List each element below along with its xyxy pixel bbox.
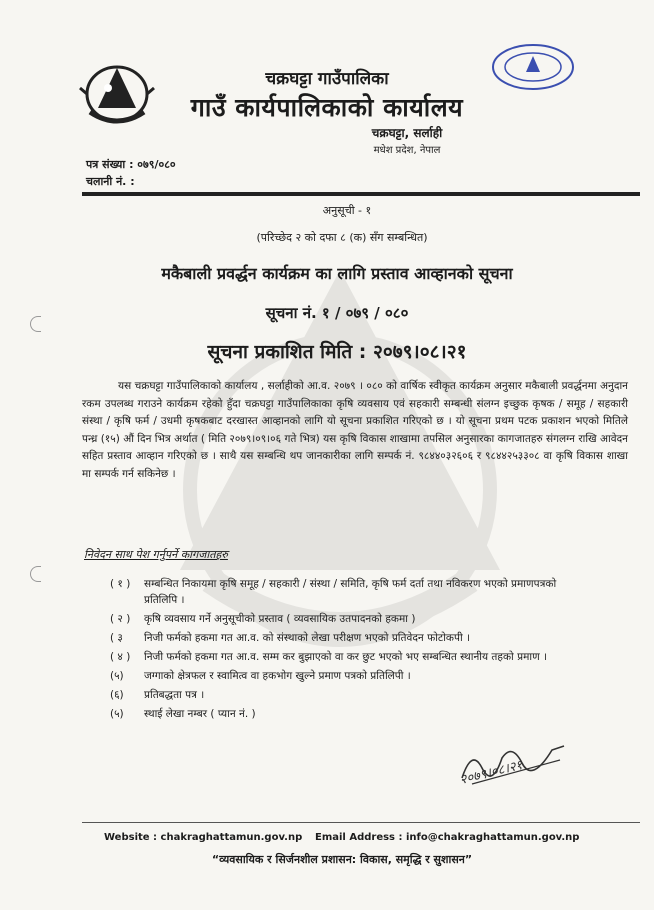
notice-title: मकैबाली प्रवर्द्धन कार्यक्रम का लागि प्रस्ताव आव्हानको सूचना [161, 264, 513, 283]
office-province: मधेश प्रदेश, नेपाल [373, 145, 441, 156]
punch-hole [30, 566, 41, 582]
documents-list [110, 576, 590, 725]
notice-number: सूचना नं. १ / ०७९ / ०८० [265, 304, 409, 322]
list-item: (६) प्रतिबद्धता पत्र । [110, 689, 205, 701]
footer-website: Website : chakraghattamun.gov.np [104, 832, 303, 843]
documents-heading: निवेदन साथ पेश गर्नुपर्ने कागजातहरु [84, 548, 228, 561]
footer-email: Email Address : info@chakraghattamun.gov.np [315, 832, 580, 843]
notice-body: यस चक्रघट्टा गाउँपालिकाको कार्यालय , सर्लाहीको आ.व. २०७९ । ०८० को वार्षिक स्वीकृत कार्यक्रम अनुसार मकैबाली प्रवर्द्धनमा अनुदान रकम उपलब्ध गराउने कार्यक्रम रहेको हुँदा चक्रघट्टा गाउँपालिकाका कृषि व्यवसाय एवं सहकारी सम्बन्धी संलग्न इच्छुक कृषक / समूह / सहकारी संस्था / कृषि फर्म / उधमी कृषकबाट दरखास्त आव्हानको लागि यो सूचना प्रकाशित गरिएको छ । यो सूचना प्रथम पटक प्रकाशन भएको मितिले पन्ध्र (१५) औं दिन भित्र अर्थात ( मिति २०७९।०९।०६ गते भित्र) यस कृषि विकास शाखामा तपसिल अनुसारका कागजातहरु संगलग्न राखि आवेदन सहित प्रस्ताव आव्हान गरिएको छ । साथै यस सम्बन्धि थप जानकारीका लागि सम्पर्क नं. ९८४४०३२६०६ र ९८४४२५३३०८ वा कृषि विकास शाखा मा सम्पर्क गर्न सकिनेछ । [82, 380, 628, 480]
schedule-label: अनुसूची - १ [322, 204, 372, 217]
list-item: ( ३ निजी फर्मको हकमा गत आ.व. को संस्थाको लेखा परीक्षण भएको प्रतिवेदन फोटोकपी । [110, 632, 470, 644]
signature-date: २०७९।०८।२१ [458, 757, 525, 788]
header-divider [82, 192, 640, 196]
office-address: चक्रघट्टा, सर्लाही [371, 126, 443, 140]
letter-number: पत्र संख्या : ०७९/०८० [86, 158, 176, 171]
list-item: (५) जग्गाको क्षेत्रफल र स्वामित्व वा हकभोग खुल्ने प्रमाण पत्रको प्रतिलिपी । [110, 670, 411, 682]
chapter-reference: (परिच्छेद २ को दफा ८ (क) सँग सम्बन्धित) [256, 231, 428, 244]
punch-hole [30, 316, 41, 332]
published-date: सूचना प्रकाशित मिति : २०७९।०८।२१ [207, 341, 467, 363]
municipality-name: चक्रघट्टा गाउँपालिका [265, 69, 389, 89]
office-title: गाउँ कार्यपालिकाको कार्यालय [190, 93, 464, 122]
list-item: (५) स्थाई लेखा नम्बर ( प्यान नं. ) [110, 708, 256, 720]
list-item: ( ४ ) निजी फर्मको हकमा गत आ.व. सम्म कर बुझाएको वा कर छुट भएको भए सम्बन्धित स्थानीय तहको प्रमाण । [110, 651, 547, 663]
dispatch-number: चलानी नं. : [86, 175, 135, 188]
list-item: ( २ ) कृषि व्यवसाय गर्ने अनुसूचीको प्रस्ताव ( व्यवसायिक उतपादनको हकमा ) [110, 613, 416, 625]
footer-motto: “व्यवसायिक र सिर्जनशील प्रशासन: विकास, समृद्धि र सुशासन” [211, 853, 473, 866]
list-item: ( १ ) सम्बन्धित निकायमा कृषि समूह / सहकारी / संस्था / समिति, कृषि फर्म दर्ता तथा नविकरण भएको प्रमाणपत्रको प्रतिलिपि । [110, 578, 557, 606]
footer-divider [82, 822, 640, 823]
